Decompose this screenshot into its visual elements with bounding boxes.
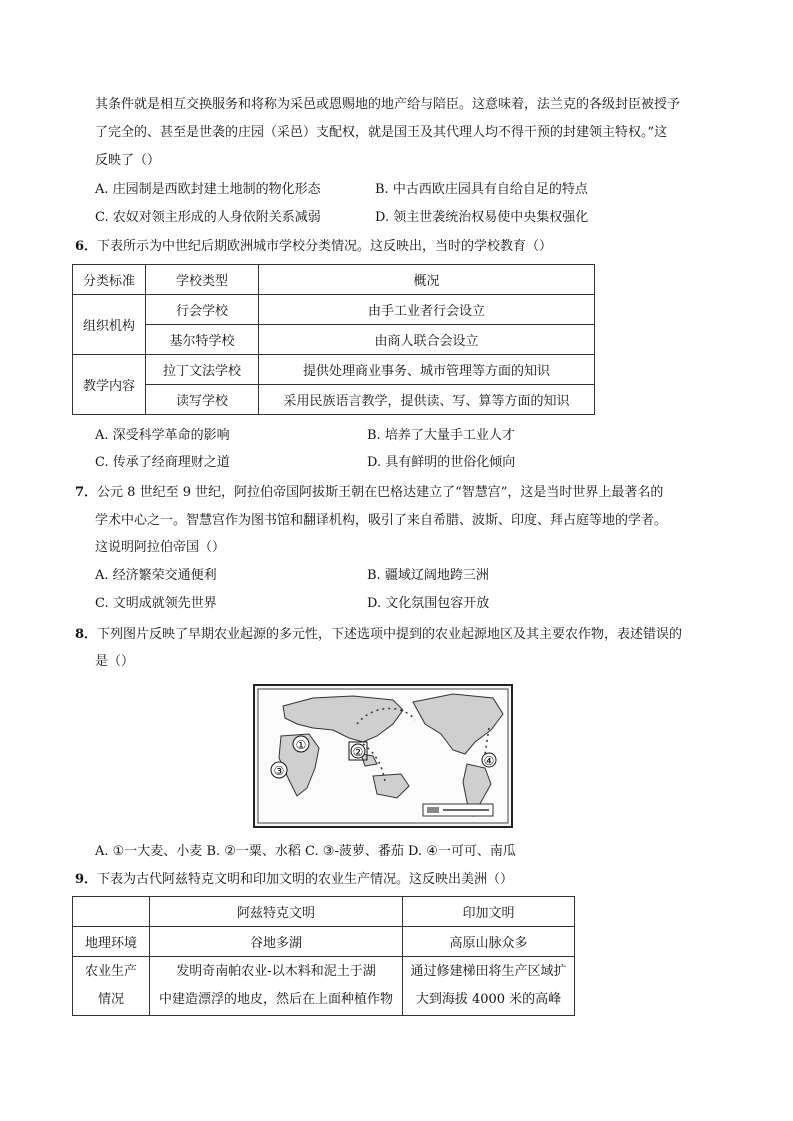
q8-options: A. ①一大麦、小麦 B. ②一粟、水稻 C. ③-菠萝、番茄 D. ④一可可、南瓜 <box>95 844 516 859</box>
q5-option-b: B. 中古西欧庄园具有自给自足的特点 <box>375 182 588 197</box>
map-marker-1: ① <box>295 738 307 752</box>
q8-line-1 <box>75 626 682 644</box>
table-cell: 行会学校 <box>146 295 259 325</box>
table-cell: 基尔特学校 <box>146 325 259 355</box>
q9-inca-text-2: 大到海拔 4000 米的高峰 <box>415 992 562 1007</box>
table-cell: 采用民族语言教学，提供读、写、算等方面的知识 <box>259 385 595 415</box>
q7-number: 7． <box>75 485 98 500</box>
table-row <box>73 265 595 295</box>
table-cell: 谷地多湖 <box>150 927 403 957</box>
q7-line-1-text: 公元 8 世纪至 9 世纪，阿拉伯帝国阿拔斯王朝在巴格达建立了“智慧宫”，这是当时世界上最著名的 <box>97 485 664 500</box>
table-header: 阿兹特克文明 <box>150 897 403 927</box>
table-cell: 组织机构 <box>73 295 146 355</box>
table-row <box>73 897 575 927</box>
table-cell: 高原山脉众多 <box>403 927 575 957</box>
table-cell: 读写学校 <box>146 385 259 415</box>
table-row <box>73 927 575 957</box>
q8-line-1-text: 下列图片反映了早期农业起源的多元性，下述选项中提到的农业起源地区及其主要农作物，表述错误的 <box>97 627 683 642</box>
q9-table <box>72 896 575 1016</box>
q7-option-d: D. 文化氛围包容开放 <box>367 596 490 611</box>
table-header <box>73 897 150 927</box>
map-marker-2: ② <box>352 745 364 759</box>
q6-option-d: D. 具有鲜明的世俗化倾向 <box>367 455 516 470</box>
table-cell: 由商人联合会设立 <box>259 325 595 355</box>
q6-option-c: C. 传承了经商理财之道 <box>95 455 230 470</box>
q9-aztec-text-2: 中建造漂浮的地皮，然后在上面种植作物 <box>158 992 393 1007</box>
q6-stem <box>75 238 552 256</box>
table-row <box>73 325 595 355</box>
table-header: 学校类型 <box>146 265 259 295</box>
q6-table <box>72 264 595 415</box>
table-cell: 提供处理商业事务、城市管理等方面的知识 <box>259 355 595 385</box>
table-cell: 拉丁文法学校 <box>146 355 259 385</box>
q9-aztec-text-1: 发明奇南帕农业-以木料和泥土于湖 <box>176 964 376 979</box>
world-map-figure <box>253 684 513 828</box>
table-header: 概况 <box>259 265 595 295</box>
q7-option-a: A. 经济繁荣交通便利 <box>95 568 217 583</box>
table-cell: 教学内容 <box>73 355 146 415</box>
q6-option-a: A. 深受科学革命的影响 <box>95 428 230 443</box>
q6-stem-text: 下表所示为中世纪后期欧洲城市学校分类情况。这反映出，当时的学校教育（） <box>97 239 553 254</box>
map-marker-3: ③ <box>273 764 285 778</box>
q8-line-2: 是（） <box>95 654 135 669</box>
q9-inca-text-1: 通过修建梯田将生产区域扩 <box>410 964 567 979</box>
table-row <box>73 355 595 385</box>
world-map-drawing <box>253 684 513 828</box>
table-row <box>73 385 595 415</box>
table-cell: 地理环境 <box>73 927 150 957</box>
table-header: 印加文明 <box>403 897 575 927</box>
table-cell <box>73 957 150 1016</box>
table-row <box>73 295 595 325</box>
table-cell <box>150 957 403 1016</box>
table-cell: 由手工业者行会设立 <box>259 295 595 325</box>
table-row <box>73 957 575 1016</box>
q5-line-2: 了完全的、甚至是世袭的庄园（采邑）支配权，就是国王及其代理人均不得干预的封建领主特权。”这 <box>95 125 668 140</box>
table-cell <box>403 957 575 1016</box>
q5-line-3: 反映了（） <box>95 153 161 168</box>
q8-number: 8． <box>75 627 98 642</box>
q9-number: 9． <box>75 872 98 887</box>
table-header: 分类标准 <box>73 265 146 295</box>
q7-line-3: 这说明阿拉伯帝国（） <box>95 540 226 555</box>
q9-stem-text: 下表为古代阿兹特克文明和印加文明的农业生产情况。这反映出美洲（） <box>97 872 514 887</box>
q7-option-b: B. 疆域辽阔地跨三洲 <box>367 568 489 583</box>
q5-option-a: A. 庄园制是西欧封建土地制的物化形态 <box>95 182 321 197</box>
q5-option-d: D. 领主世袭统治权易使中央集权强化 <box>375 210 589 225</box>
q6-option-b: B. 培养了大量手工业人才 <box>367 428 515 443</box>
q5-line-1: 其条件就是相互交换服务和将称为采邑或恩赐地的地产给与陪臣。这意味着，法兰克的各级封臣被授予 <box>95 97 681 112</box>
q5-option-c: C. 农奴对领主形成的人身依附关系减弱 <box>95 210 321 225</box>
q7-option-c: C. 文明成就领先世界 <box>95 596 217 611</box>
q6-number: 6． <box>75 239 98 254</box>
q7-line-2: 学术中心之一。智慧宫作为图书馆和翻译机构，吸引了来自希腊、波斯、印度、拜占庭等地的学者。 <box>95 513 668 528</box>
q7-line-1 <box>75 484 663 502</box>
q9-row2-label-1: 农业生产 <box>84 964 137 979</box>
map-marker-4: ④ <box>483 754 495 768</box>
q9-stem <box>75 871 513 889</box>
q9-row2-label-2: 情况 <box>97 992 124 1007</box>
